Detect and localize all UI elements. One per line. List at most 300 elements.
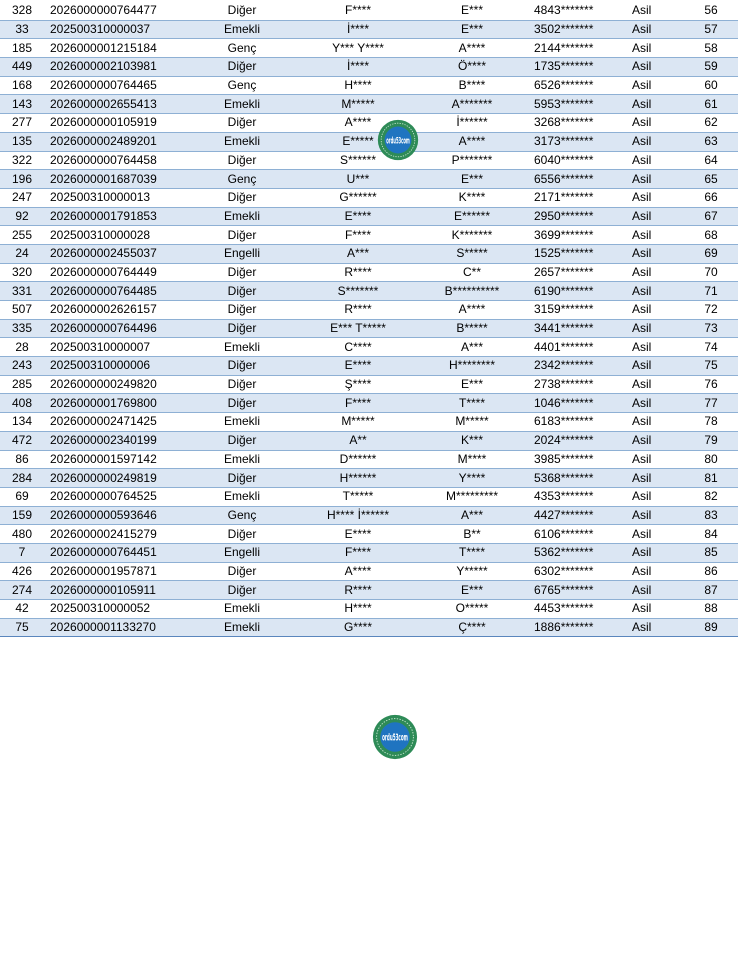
- status-cell: Asil: [626, 263, 684, 282]
- application-code-cell: 202500310000007: [44, 338, 184, 357]
- category-cell: Diğer: [184, 282, 300, 301]
- phone-cell: 1886*******: [528, 618, 626, 637]
- category-cell: Diğer: [184, 263, 300, 282]
- first-name-cell: R****: [300, 263, 416, 282]
- category-cell: Emekli: [184, 20, 300, 39]
- last-name-cell: T****: [416, 543, 528, 562]
- first-name-cell: U***: [300, 170, 416, 189]
- status-cell: Asil: [626, 506, 684, 525]
- category-cell: Diğer: [184, 301, 300, 320]
- application-code-cell: 2026000000249819: [44, 469, 184, 488]
- category-cell: Emekli: [184, 487, 300, 506]
- category-cell: Diğer: [184, 562, 300, 581]
- rank-cell: 60: [684, 76, 738, 95]
- status-cell: Asil: [626, 357, 684, 376]
- rank-cell: 74: [684, 338, 738, 357]
- last-name-cell: Ç****: [416, 618, 528, 637]
- category-cell: Genç: [184, 76, 300, 95]
- phone-cell: 6526*******: [528, 76, 626, 95]
- phone-cell: 4401*******: [528, 338, 626, 357]
- category-cell: Diğer: [184, 357, 300, 376]
- rank-cell: 69: [684, 244, 738, 263]
- table-row: [0, 76, 738, 95]
- phone-cell: 6183*******: [528, 413, 626, 432]
- table-row: [0, 170, 738, 189]
- last-name-cell: E***: [416, 170, 528, 189]
- row-number-cell: 143: [0, 95, 44, 114]
- application-code-cell: 2026000000764496: [44, 319, 184, 338]
- table-row: [0, 431, 738, 450]
- rank-cell: 77: [684, 394, 738, 413]
- table-row: [0, 301, 738, 320]
- status-cell: Asil: [626, 244, 684, 263]
- phone-cell: 1046*******: [528, 394, 626, 413]
- first-name-cell: Ş****: [300, 375, 416, 394]
- row-number-cell: 449: [0, 58, 44, 77]
- status-cell: Asil: [626, 132, 684, 151]
- phone-cell: 4843*******: [528, 2, 626, 20]
- category-cell: Diğer: [184, 469, 300, 488]
- first-name-cell: A***: [300, 244, 416, 263]
- table-row: [0, 282, 738, 301]
- table-row: [0, 319, 738, 338]
- first-name-cell: H******: [300, 469, 416, 488]
- rank-cell: 68: [684, 226, 738, 245]
- table-row: [0, 562, 738, 581]
- phone-cell: 2738*******: [528, 375, 626, 394]
- category-cell: Diğer: [184, 375, 300, 394]
- status-cell: Asil: [626, 20, 684, 39]
- last-name-cell: B**: [416, 525, 528, 544]
- last-name-cell: E******: [416, 207, 528, 226]
- last-name-cell: S*****: [416, 244, 528, 263]
- status-cell: Asil: [626, 151, 684, 170]
- last-name-cell: E***: [416, 375, 528, 394]
- first-name-cell: R****: [300, 301, 416, 320]
- category-cell: Emekli: [184, 600, 300, 619]
- first-name-cell: H**** İ******: [300, 506, 416, 525]
- table-row: [0, 39, 738, 58]
- category-cell: Diğer: [184, 114, 300, 133]
- rank-cell: 64: [684, 151, 738, 170]
- row-number-cell: 322: [0, 151, 44, 170]
- table-row: [0, 469, 738, 488]
- phone-cell: 2342*******: [528, 357, 626, 376]
- table-row: [0, 600, 738, 619]
- first-name-cell: C****: [300, 338, 416, 357]
- application-code-cell: 202500310000052: [44, 600, 184, 619]
- last-name-cell: C**: [416, 263, 528, 282]
- table-row: [0, 151, 738, 170]
- status-cell: Asil: [626, 487, 684, 506]
- application-code-cell: 2026000000764465: [44, 76, 184, 95]
- application-code-cell: 2026000002455037: [44, 244, 184, 263]
- row-number-cell: 277: [0, 114, 44, 133]
- application-code-cell: 2026000000249820: [44, 375, 184, 394]
- category-cell: Emekli: [184, 207, 300, 226]
- status-cell: Asil: [626, 338, 684, 357]
- category-cell: Diğer: [184, 226, 300, 245]
- phone-cell: 5362*******: [528, 543, 626, 562]
- last-name-cell: A****: [416, 301, 528, 320]
- row-number-cell: 42: [0, 600, 44, 619]
- first-name-cell: F****: [300, 543, 416, 562]
- table-row: [0, 338, 738, 357]
- rank-cell: 66: [684, 188, 738, 207]
- row-number-cell: 472: [0, 431, 44, 450]
- application-code-cell: 2026000001769800: [44, 394, 184, 413]
- first-name-cell: F****: [300, 2, 416, 20]
- last-name-cell: Y****: [416, 469, 528, 488]
- row-number-cell: 7: [0, 543, 44, 562]
- table-row: [0, 450, 738, 469]
- status-cell: Asil: [626, 394, 684, 413]
- application-code-cell: 202500310000006: [44, 357, 184, 376]
- status-cell: Asil: [626, 114, 684, 133]
- phone-cell: 2144*******: [528, 39, 626, 58]
- watermark-logo: [372, 714, 418, 760]
- category-cell: Diğer: [184, 58, 300, 77]
- table-row: [0, 506, 738, 525]
- row-number-cell: 507: [0, 301, 44, 320]
- rank-cell: 78: [684, 413, 738, 432]
- last-name-cell: P*******: [416, 151, 528, 170]
- category-cell: Diğer: [184, 151, 300, 170]
- table-row: [0, 207, 738, 226]
- row-number-cell: 92: [0, 207, 44, 226]
- last-name-cell: K****: [416, 188, 528, 207]
- table-row: [0, 394, 738, 413]
- first-name-cell: M*****: [300, 413, 416, 432]
- phone-cell: 3173*******: [528, 132, 626, 151]
- table-row: [0, 375, 738, 394]
- first-name-cell: S******: [300, 151, 416, 170]
- application-code-cell: 2026000000764477: [44, 2, 184, 20]
- rank-cell: 59: [684, 58, 738, 77]
- table-row: [0, 413, 738, 432]
- first-name-cell: F****: [300, 394, 416, 413]
- rank-cell: 82: [684, 487, 738, 506]
- application-code-cell: 2026000000764485: [44, 282, 184, 301]
- application-code-cell: 2026000002103981: [44, 58, 184, 77]
- phone-cell: 2024*******: [528, 431, 626, 450]
- category-cell: Engelli: [184, 543, 300, 562]
- last-name-cell: B****: [416, 76, 528, 95]
- category-cell: Diğer: [184, 319, 300, 338]
- phone-cell: 3159*******: [528, 301, 626, 320]
- table-row: [0, 188, 738, 207]
- category-cell: Genç: [184, 39, 300, 58]
- last-name-cell: M*****: [416, 413, 528, 432]
- first-name-cell: S*******: [300, 282, 416, 301]
- row-number-cell: 284: [0, 469, 44, 488]
- phone-cell: 3268*******: [528, 114, 626, 133]
- category-cell: Genç: [184, 506, 300, 525]
- row-number-cell: 69: [0, 487, 44, 506]
- watermark-logo: [377, 119, 419, 161]
- row-number-cell: 28: [0, 338, 44, 357]
- rank-cell: 61: [684, 95, 738, 114]
- phone-cell: 6765*******: [528, 581, 626, 600]
- rank-cell: 84: [684, 525, 738, 544]
- last-name-cell: A****: [416, 132, 528, 151]
- phone-cell: 2950*******: [528, 207, 626, 226]
- last-name-cell: B**********: [416, 282, 528, 301]
- application-code-cell: 2026000000764525: [44, 487, 184, 506]
- status-cell: Asil: [626, 581, 684, 600]
- status-cell: Asil: [626, 2, 684, 20]
- application-code-cell: 2026000002489201: [44, 132, 184, 151]
- last-name-cell: O*****: [416, 600, 528, 619]
- first-name-cell: Y*** Y****: [300, 39, 416, 58]
- last-name-cell: İ******: [416, 114, 528, 133]
- first-name-cell: E****: [300, 207, 416, 226]
- row-number-cell: 33: [0, 20, 44, 39]
- application-code-cell: 2026000000764451: [44, 543, 184, 562]
- row-number-cell: 185: [0, 39, 44, 58]
- first-name-cell: İ****: [300, 20, 416, 39]
- rank-cell: 63: [684, 132, 738, 151]
- application-code-cell: 2026000002340199: [44, 431, 184, 450]
- row-number-cell: 159: [0, 506, 44, 525]
- status-cell: Asil: [626, 600, 684, 619]
- first-name-cell: M*****: [300, 95, 416, 114]
- rank-cell: 73: [684, 319, 738, 338]
- table-row: [0, 543, 738, 562]
- application-code-cell: 2026000002655413: [44, 95, 184, 114]
- application-code-cell: 202500310000028: [44, 226, 184, 245]
- status-cell: Asil: [626, 58, 684, 77]
- last-name-cell: Y*****: [416, 562, 528, 581]
- last-name-cell: E***: [416, 20, 528, 39]
- first-name-cell: G******: [300, 188, 416, 207]
- application-code-cell: 2026000002626157: [44, 301, 184, 320]
- status-cell: Asil: [626, 618, 684, 637]
- row-number-cell: 24: [0, 244, 44, 263]
- category-cell: Emekli: [184, 338, 300, 357]
- first-name-cell: G****: [300, 618, 416, 637]
- table-row: [0, 487, 738, 506]
- phone-cell: 5953*******: [528, 95, 626, 114]
- status-cell: Asil: [626, 282, 684, 301]
- status-cell: Asil: [626, 301, 684, 320]
- status-cell: Asil: [626, 188, 684, 207]
- status-cell: Asil: [626, 413, 684, 432]
- category-cell: Engelli: [184, 244, 300, 263]
- row-number-cell: 285: [0, 375, 44, 394]
- category-cell: Diğer: [184, 394, 300, 413]
- last-name-cell: A***: [416, 506, 528, 525]
- rank-cell: 79: [684, 431, 738, 450]
- application-code-cell: 2026000001133270: [44, 618, 184, 637]
- category-cell: Emekli: [184, 95, 300, 114]
- status-cell: Asil: [626, 95, 684, 114]
- phone-cell: 6556*******: [528, 170, 626, 189]
- rank-cell: 81: [684, 469, 738, 488]
- phone-cell: 4353*******: [528, 487, 626, 506]
- row-number-cell: 247: [0, 188, 44, 207]
- table-row: [0, 2, 738, 20]
- phone-cell: 3441*******: [528, 319, 626, 338]
- table-row: [0, 226, 738, 245]
- first-name-cell: R****: [300, 581, 416, 600]
- watermark-text: ordu53com: [382, 732, 408, 744]
- phone-cell: 2657*******: [528, 263, 626, 282]
- row-number-cell: 331: [0, 282, 44, 301]
- first-name-cell: E****: [300, 525, 416, 544]
- first-name-cell: H****: [300, 600, 416, 619]
- category-cell: Diğer: [184, 2, 300, 20]
- row-number-cell: 196: [0, 170, 44, 189]
- table-body: [0, 2, 738, 637]
- first-name-cell: E*** T*****: [300, 319, 416, 338]
- last-name-cell: A*******: [416, 95, 528, 114]
- status-cell: Asil: [626, 375, 684, 394]
- category-cell: Diğer: [184, 431, 300, 450]
- status-cell: Asil: [626, 562, 684, 581]
- application-code-cell: 2026000001687039: [44, 170, 184, 189]
- status-cell: Asil: [626, 207, 684, 226]
- phone-cell: 5368*******: [528, 469, 626, 488]
- application-code-cell: 2026000001791853: [44, 207, 184, 226]
- table-row: [0, 20, 738, 39]
- phone-cell: 2171*******: [528, 188, 626, 207]
- category-cell: Emekli: [184, 618, 300, 637]
- phone-cell: 4453*******: [528, 600, 626, 619]
- last-name-cell: M****: [416, 450, 528, 469]
- application-code-cell: 2026000000593646: [44, 506, 184, 525]
- rank-cell: 62: [684, 114, 738, 133]
- rank-cell: 87: [684, 581, 738, 600]
- rank-cell: 72: [684, 301, 738, 320]
- rank-cell: 76: [684, 375, 738, 394]
- phone-cell: 3502*******: [528, 20, 626, 39]
- rank-cell: 75: [684, 357, 738, 376]
- application-code-cell: 2026000001215184: [44, 39, 184, 58]
- status-cell: Asil: [626, 469, 684, 488]
- first-name-cell: A****: [300, 114, 416, 133]
- last-name-cell: H********: [416, 357, 528, 376]
- row-number-cell: 168: [0, 76, 44, 95]
- phone-cell: 1525*******: [528, 244, 626, 263]
- application-code-cell: 2026000002415279: [44, 525, 184, 544]
- status-cell: Asil: [626, 39, 684, 58]
- last-name-cell: A***: [416, 338, 528, 357]
- last-name-cell: Ö****: [416, 58, 528, 77]
- status-cell: Asil: [626, 170, 684, 189]
- table-row: [0, 95, 738, 114]
- row-number-cell: 328: [0, 2, 44, 20]
- first-name-cell: D******: [300, 450, 416, 469]
- row-number-cell: 320: [0, 263, 44, 282]
- rank-cell: 71: [684, 282, 738, 301]
- category-cell: Emekli: [184, 413, 300, 432]
- first-name-cell: T*****: [300, 487, 416, 506]
- first-name-cell: A****: [300, 562, 416, 581]
- table-row: [0, 244, 738, 263]
- table-row: [0, 114, 738, 133]
- status-cell: Asil: [626, 76, 684, 95]
- rank-cell: 80: [684, 450, 738, 469]
- table-row: [0, 525, 738, 544]
- application-code-cell: 202500310000013: [44, 188, 184, 207]
- application-code-cell: 2026000002471425: [44, 413, 184, 432]
- row-number-cell: 75: [0, 618, 44, 637]
- category-cell: Emekli: [184, 450, 300, 469]
- rank-cell: 86: [684, 562, 738, 581]
- application-code-cell: 2026000001957871: [44, 562, 184, 581]
- last-name-cell: E***: [416, 581, 528, 600]
- table-row: [0, 357, 738, 376]
- table-row: [0, 581, 738, 600]
- rank-cell: 70: [684, 263, 738, 282]
- rank-cell: 57: [684, 20, 738, 39]
- phone-cell: 4427*******: [528, 506, 626, 525]
- application-code-cell: 202500310000037: [44, 20, 184, 39]
- results-table: [0, 2, 738, 637]
- status-cell: Asil: [626, 543, 684, 562]
- category-cell: Emekli: [184, 132, 300, 151]
- phone-cell: 6190*******: [528, 282, 626, 301]
- status-cell: Asil: [626, 450, 684, 469]
- status-cell: Asil: [626, 431, 684, 450]
- rank-cell: 85: [684, 543, 738, 562]
- rank-cell: 83: [684, 506, 738, 525]
- table-row: [0, 132, 738, 151]
- row-number-cell: 135: [0, 132, 44, 151]
- status-cell: Asil: [626, 525, 684, 544]
- first-name-cell: E*****: [300, 132, 416, 151]
- application-code-cell: 2026000000764449: [44, 263, 184, 282]
- application-code-cell: 2026000000105919: [44, 114, 184, 133]
- first-name-cell: H****: [300, 76, 416, 95]
- phone-cell: 6040*******: [528, 151, 626, 170]
- category-cell: Genç: [184, 170, 300, 189]
- rank-cell: 65: [684, 170, 738, 189]
- last-name-cell: K***: [416, 431, 528, 450]
- watermark-text: ordu53com: [386, 135, 410, 147]
- row-number-cell: 408: [0, 394, 44, 413]
- phone-cell: 6106*******: [528, 525, 626, 544]
- row-number-cell: 134: [0, 413, 44, 432]
- row-number-cell: 426: [0, 562, 44, 581]
- application-code-cell: 2026000000764458: [44, 151, 184, 170]
- application-code-cell: 2026000001597142: [44, 450, 184, 469]
- status-cell: Asil: [626, 319, 684, 338]
- rank-cell: 56: [684, 2, 738, 20]
- first-name-cell: E****: [300, 357, 416, 376]
- category-cell: Diğer: [184, 188, 300, 207]
- row-number-cell: 480: [0, 525, 44, 544]
- row-number-cell: 243: [0, 357, 44, 376]
- last-name-cell: K*******: [416, 226, 528, 245]
- rank-cell: 58: [684, 39, 738, 58]
- last-name-cell: E***: [416, 2, 528, 20]
- row-number-cell: 255: [0, 226, 44, 245]
- first-name-cell: A**: [300, 431, 416, 450]
- row-number-cell: 335: [0, 319, 44, 338]
- rank-cell: 89: [684, 618, 738, 637]
- phone-cell: 6302*******: [528, 562, 626, 581]
- phone-cell: 3699*******: [528, 226, 626, 245]
- table-row: [0, 58, 738, 77]
- table-row: [0, 263, 738, 282]
- application-code-cell: 2026000000105911: [44, 581, 184, 600]
- category-cell: Diğer: [184, 581, 300, 600]
- rank-cell: 67: [684, 207, 738, 226]
- phone-cell: 3985*******: [528, 450, 626, 469]
- phone-cell: 1735*******: [528, 58, 626, 77]
